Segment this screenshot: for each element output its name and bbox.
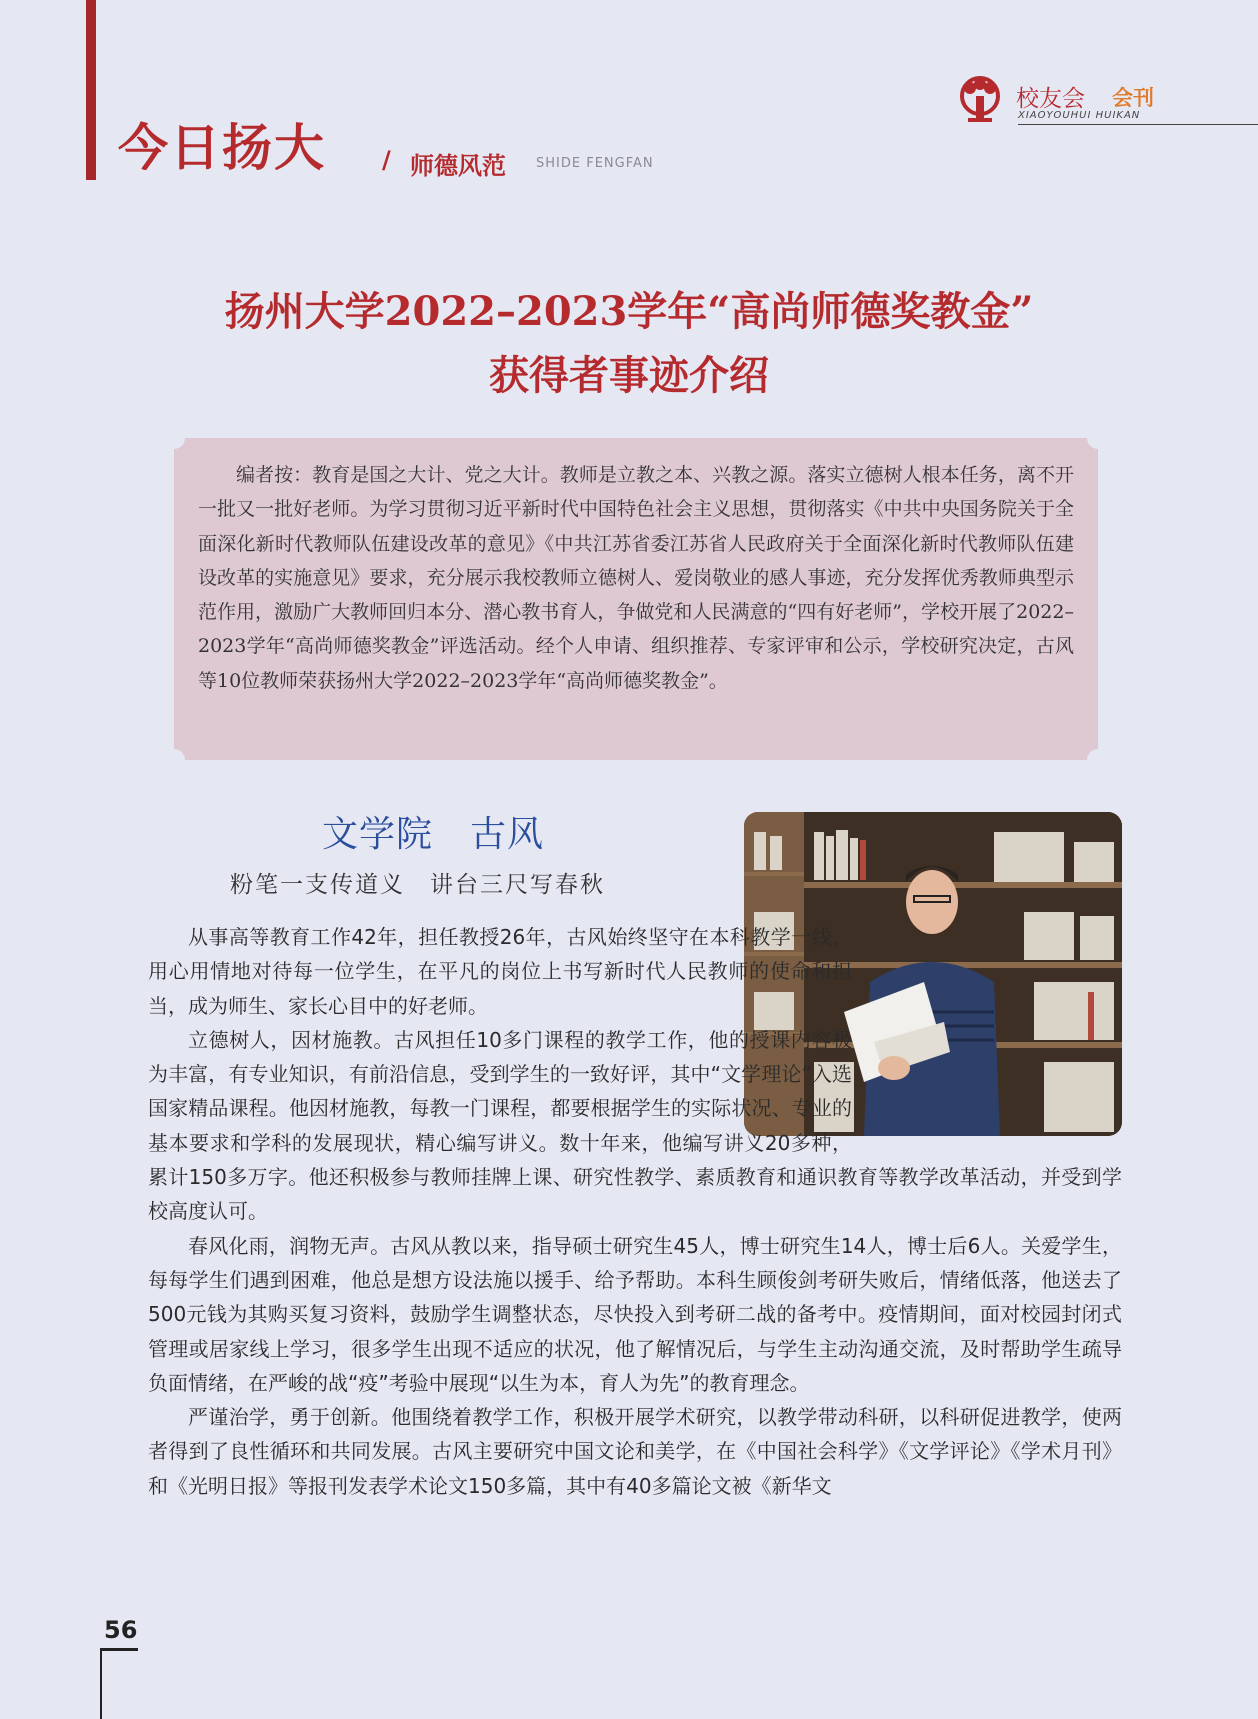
alumni-logo-icon: [954, 74, 1006, 126]
page-number-rule: [100, 1648, 138, 1651]
logo-text-alumni: 校友会: [1016, 86, 1085, 112]
page-number: 56: [104, 1616, 138, 1644]
header-accent-bar: [86, 0, 96, 180]
subsection-title-en: SHIDE FENGFAN: [536, 156, 654, 171]
logo-text-journal: 会刊: [1112, 86, 1154, 110]
article-title-line1: 扬州大学2022–2023学年“高尚师德奖教金”: [224, 288, 1034, 335]
subsection-title: 师德风范: [410, 152, 506, 180]
body-paragraph-4: 严谨治学，勇于创新。他围绕着教学工作，积极开展学术研究，以教学带动科研，以科研促进教学，使两者得到了良性循环和共同发展。古风主要研究中国文论和美学，在《中国社会科学》《文学评论》《学术月刊》和《光明日报》等报刊发表学术论文150多篇，其中有40多篇论文被《新华文: [148, 1405, 1122, 1498]
photo-wrap-spacer: [852, 920, 1122, 1152]
article-body: [148, 920, 1122, 1503]
editor-note-box: [174, 438, 1098, 760]
body-paragraph-2: 立德树人，因材施教。古风担任10多门课程的教学工作，他的授课内容极为丰富，有专业知识，有前沿信息，受到学生的一致好评，其中“文学理论”入选国家精品课程。他因材施教，每教一门课程，都要根据学生的实际状况、专业的基本要求和学科的发展现状，精心编写讲义。数十年来，他编写讲义20多种，累计150多万字。他还积极参与教师挂牌上课、研究性教学、素质教育和通识教育等教学改革活动，并受到学校高度认可。: [148, 1027, 1122, 1224]
article-title-line2: 获得者事迹介绍: [489, 352, 769, 399]
logo-text-en: XIAOYOUHUI HUIKAN: [1018, 110, 1141, 121]
body-paragraph-1: 从事高等教育工作42年，担任教授26年，古风始终坚守在本科教学一线，用心用情地对待每一位学生，在平凡的岗位上书写新时代人民教师的使命和担当，成为师生、家长心目中的好老师。: [148, 925, 852, 1018]
person-slogan: 粉笔一支传道义 讲台三尺写春秋: [230, 872, 605, 898]
editor-note-text: 编者按：教育是国之大计、党之大计。教师是立教之本、兴教之源。落实立德树人根本任务，离不开一批又一批好老师。为学习贯彻习近平新时代中国特色社会主义思想，贯彻落实《中共中央国务院关于全面深化新时代教师队伍建设改革的意见》《中共江苏省委江苏省人民政府关于全面深化新时代教师队伍建设改革的实施意见》要求，充分展示我校教师立德树人、爱岗敬业的感人事迹，充分发挥优秀教师典型示范作用，激励广大教师回归本分、潜心教书育人，争做党和人民满意的“四有好老师”，学校开展了2022–2023学年“高尚师德奖教金”评选活动。经个人申请、组织推荐、专家评审和公示，学校研究决定，古风等10位教师荣获扬州大学2022–2023学年“高尚师德奖教金”。: [198, 464, 1074, 692]
person-name: 文学院 古风: [322, 814, 545, 855]
page-corner-rule: [100, 1648, 102, 1719]
section-title: 今日扬大: [118, 119, 326, 177]
body-paragraph-3: 春风化雨，润物无声。古风从教以来，指导硕士研究生45人，博士研究生14人，博士后6人。关爱学生，每每学生们遇到困难，他总是想方设法施以援手、给予帮助。本科生顾俊剑考研失败后，情绪低落，他送去了500元钱为其购买复习资料，鼓励学生调整状态，尽快投入到考研二战的备考中。疫情期间，面对校园封闭式管理或居家线上学习，很多学生出现不适应的状况，他了解情况后，与学生主动沟通交流，及时帮助学生疏导负面情绪，在严峻的战“疫”考验中展现“以生为本，育人为先”的教育理念。: [148, 1233, 1122, 1395]
logo-underline: [1018, 124, 1258, 125]
section-slash: /: [382, 146, 391, 174]
